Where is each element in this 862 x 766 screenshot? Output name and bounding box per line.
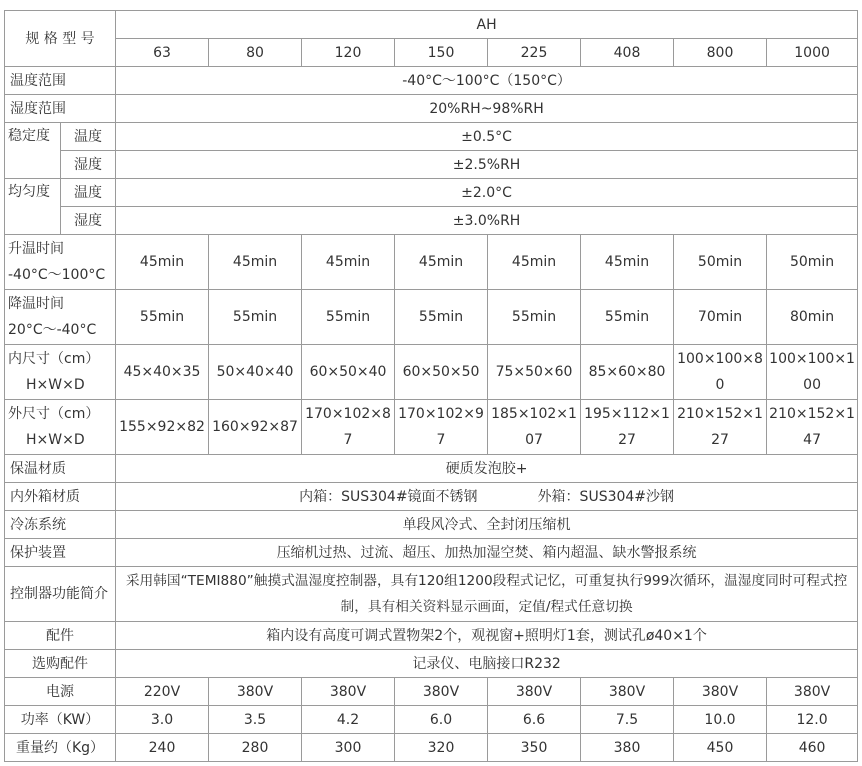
accessories-row — [5, 622, 858, 650]
row-label: 稳定度 — [5, 123, 61, 179]
sub-label: 湿度 — [61, 151, 116, 179]
value-cell: 220V — [116, 678, 209, 706]
value-cell: 60×50×50 — [395, 345, 488, 400]
value-cell: 210×152×127 — [674, 400, 767, 455]
row-label-line: H×W×D — [26, 377, 85, 393]
row-value: 单段风冷式、全封闭压缩机 — [116, 511, 858, 539]
value-cell: 170×102×87 — [302, 400, 395, 455]
sub-label: 温度 — [61, 179, 116, 207]
series-name: AH — [116, 11, 858, 39]
value-cell: 45min — [116, 235, 209, 290]
value-cell: 45min — [302, 235, 395, 290]
cooling-time-row — [5, 290, 858, 345]
value-cell: 170×102×97 — [395, 400, 488, 455]
value-cell: 6.6 — [488, 706, 581, 734]
value-cell: 240 — [116, 734, 209, 762]
model-cell: 120 — [302, 39, 395, 67]
protection-row — [5, 539, 858, 567]
value-cell: 320 — [395, 734, 488, 762]
row-label-line: -40°C～100°C — [8, 267, 106, 283]
insulation-row — [5, 455, 858, 483]
model-row — [5, 39, 858, 67]
value-cell: 80min — [767, 290, 858, 345]
value-cell: 155×92×82 — [116, 400, 209, 455]
value-cell: 380V — [767, 678, 858, 706]
value-cell: 45min — [488, 235, 581, 290]
row-value: 压缩机过热、过流、超压、加热加湿空焚、箱内超温、缺水警报系统 — [116, 539, 858, 567]
value-cell: 55min — [395, 290, 488, 345]
row-label-line: 内尺寸（cm） — [8, 351, 100, 367]
value-cell: 100×100×80 — [674, 345, 767, 400]
value-cell: 85×60×80 — [581, 345, 674, 400]
value-cell: 12.0 — [767, 706, 858, 734]
value-cell: 6.0 — [395, 706, 488, 734]
row-value: ±2.5%RH — [116, 151, 858, 179]
optional-row — [5, 650, 858, 678]
row-label: 保护装置 — [5, 539, 116, 567]
value-cell: 185×102×107 — [488, 400, 581, 455]
power-supply-row — [5, 678, 858, 706]
value-cell: 380 — [581, 734, 674, 762]
row-value: -40°C～100°C（150°C） — [116, 67, 858, 95]
heating-time-row — [5, 235, 858, 290]
value-cell: 3.0 — [116, 706, 209, 734]
value-cell: 210×152×147 — [767, 400, 858, 455]
value-cell: 300 — [302, 734, 395, 762]
model-header-label: 规 格 型 号 — [5, 11, 116, 67]
value-cell: 50min — [767, 235, 858, 290]
row-label-line: 20°C～-40°C — [8, 322, 97, 338]
row-label-line: 升温时间 — [8, 241, 64, 257]
value-cell: 55min — [488, 290, 581, 345]
row-label: 均匀度 — [5, 179, 61, 235]
row-label — [5, 235, 116, 290]
value-cell: 55min — [302, 290, 395, 345]
row-value: 采用韩国“TEMI880”触摸式温湿度控制器，具有120组1200段程式记忆，可重复执行999次循环，温湿度同时可程式控制，具有相关资料显示画面，定值/程式任意切换 — [116, 567, 858, 622]
row-label-line: H×W×D — [26, 432, 85, 448]
row-label: 控制器功能简介 — [5, 567, 116, 622]
value-cell: 55min — [116, 290, 209, 345]
value-cell: 4.2 — [302, 706, 395, 734]
value-cell: 460 — [767, 734, 858, 762]
value-cell: 45min — [395, 235, 488, 290]
row-label: 选购配件 — [5, 650, 116, 678]
model-cell: 800 — [674, 39, 767, 67]
value-cell: 380V — [488, 678, 581, 706]
row-label: 湿度范围 — [5, 95, 116, 123]
value-cell: 160×92×87 — [209, 400, 302, 455]
value-cell: 50min — [674, 235, 767, 290]
value-cell: 280 — [209, 734, 302, 762]
row-label: 冷冻系统 — [5, 511, 116, 539]
value-cell: 380V — [302, 678, 395, 706]
value-cell: 380V — [209, 678, 302, 706]
value-cell: 350 — [488, 734, 581, 762]
spec-table — [4, 10, 858, 762]
refrigeration-row — [5, 511, 858, 539]
header-row — [5, 11, 858, 39]
row-label: 配件 — [5, 622, 116, 650]
stability-temp-row — [5, 123, 858, 151]
stability-humidity-row — [5, 151, 858, 179]
value-cell: 45×40×35 — [116, 345, 209, 400]
sub-label: 湿度 — [61, 207, 116, 235]
value-cell: 60×50×40 — [302, 345, 395, 400]
power-row — [5, 706, 858, 734]
model-cell: 150 — [395, 39, 488, 67]
outer-size-row — [5, 400, 858, 455]
inner-box-material: 内箱：SUS304#镜面不锈钢 — [299, 488, 478, 505]
row-value: ±3.0%RH — [116, 207, 858, 235]
value-cell: 45min — [581, 235, 674, 290]
inner-size-row — [5, 345, 858, 400]
controller-row — [5, 567, 858, 622]
uniformity-temp-row — [5, 179, 858, 207]
row-label: 重量约（Kg） — [5, 734, 116, 762]
value-cell: 100×100×100 — [767, 345, 858, 400]
value-cell: 55min — [581, 290, 674, 345]
box-material-row — [5, 483, 858, 511]
model-cell: 80 — [209, 39, 302, 67]
value-cell: 380V — [674, 678, 767, 706]
value-cell: 195×112×127 — [581, 400, 674, 455]
model-cell: 63 — [116, 39, 209, 67]
sub-label: 温度 — [61, 123, 116, 151]
row-value: 20%RH~98%RH — [116, 95, 858, 123]
row-value: ±0.5°C — [116, 123, 858, 151]
humidity-range-row — [5, 95, 858, 123]
row-label — [5, 400, 116, 455]
row-label — [5, 345, 116, 400]
value-cell: 10.0 — [674, 706, 767, 734]
weight-row — [5, 734, 858, 762]
row-value: ±2.0°C — [116, 179, 858, 207]
row-value: 硬质发泡胶+ — [116, 455, 858, 483]
value-cell: 3.5 — [209, 706, 302, 734]
row-label: 温度范围 — [5, 67, 116, 95]
value-cell: 75×50×60 — [488, 345, 581, 400]
row-label-line: 降温时间 — [8, 296, 64, 312]
row-label: 内外箱材质 — [5, 483, 116, 511]
row-value: 箱内设有高度可调式置物架2个，观视窗+照明灯1套，测试孔ø40×1个 — [116, 622, 858, 650]
temp-range-row — [5, 67, 858, 95]
value-cell: 50×40×40 — [209, 345, 302, 400]
row-label-line: 外尺寸（cm） — [8, 406, 100, 422]
row-label — [5, 290, 116, 345]
value-cell: 380V — [395, 678, 488, 706]
row-label: 电源 — [5, 678, 116, 706]
row-label: 保温材质 — [5, 455, 116, 483]
value-cell: 55min — [209, 290, 302, 345]
model-cell: 408 — [581, 39, 674, 67]
row-value: 记录仪、电脑接口R232 — [116, 650, 858, 678]
value-cell: 450 — [674, 734, 767, 762]
model-cell: 225 — [488, 39, 581, 67]
value-cell: 70min — [674, 290, 767, 345]
outer-box-material: 外箱：SUS304#沙钢 — [537, 488, 675, 505]
uniformity-humidity-row — [5, 207, 858, 235]
row-label: 功率（KW） — [5, 706, 116, 734]
row-value — [116, 483, 858, 511]
model-cell: 1000 — [767, 39, 858, 67]
value-cell: 380V — [581, 678, 674, 706]
value-cell: 45min — [209, 235, 302, 290]
value-cell: 7.5 — [581, 706, 674, 734]
